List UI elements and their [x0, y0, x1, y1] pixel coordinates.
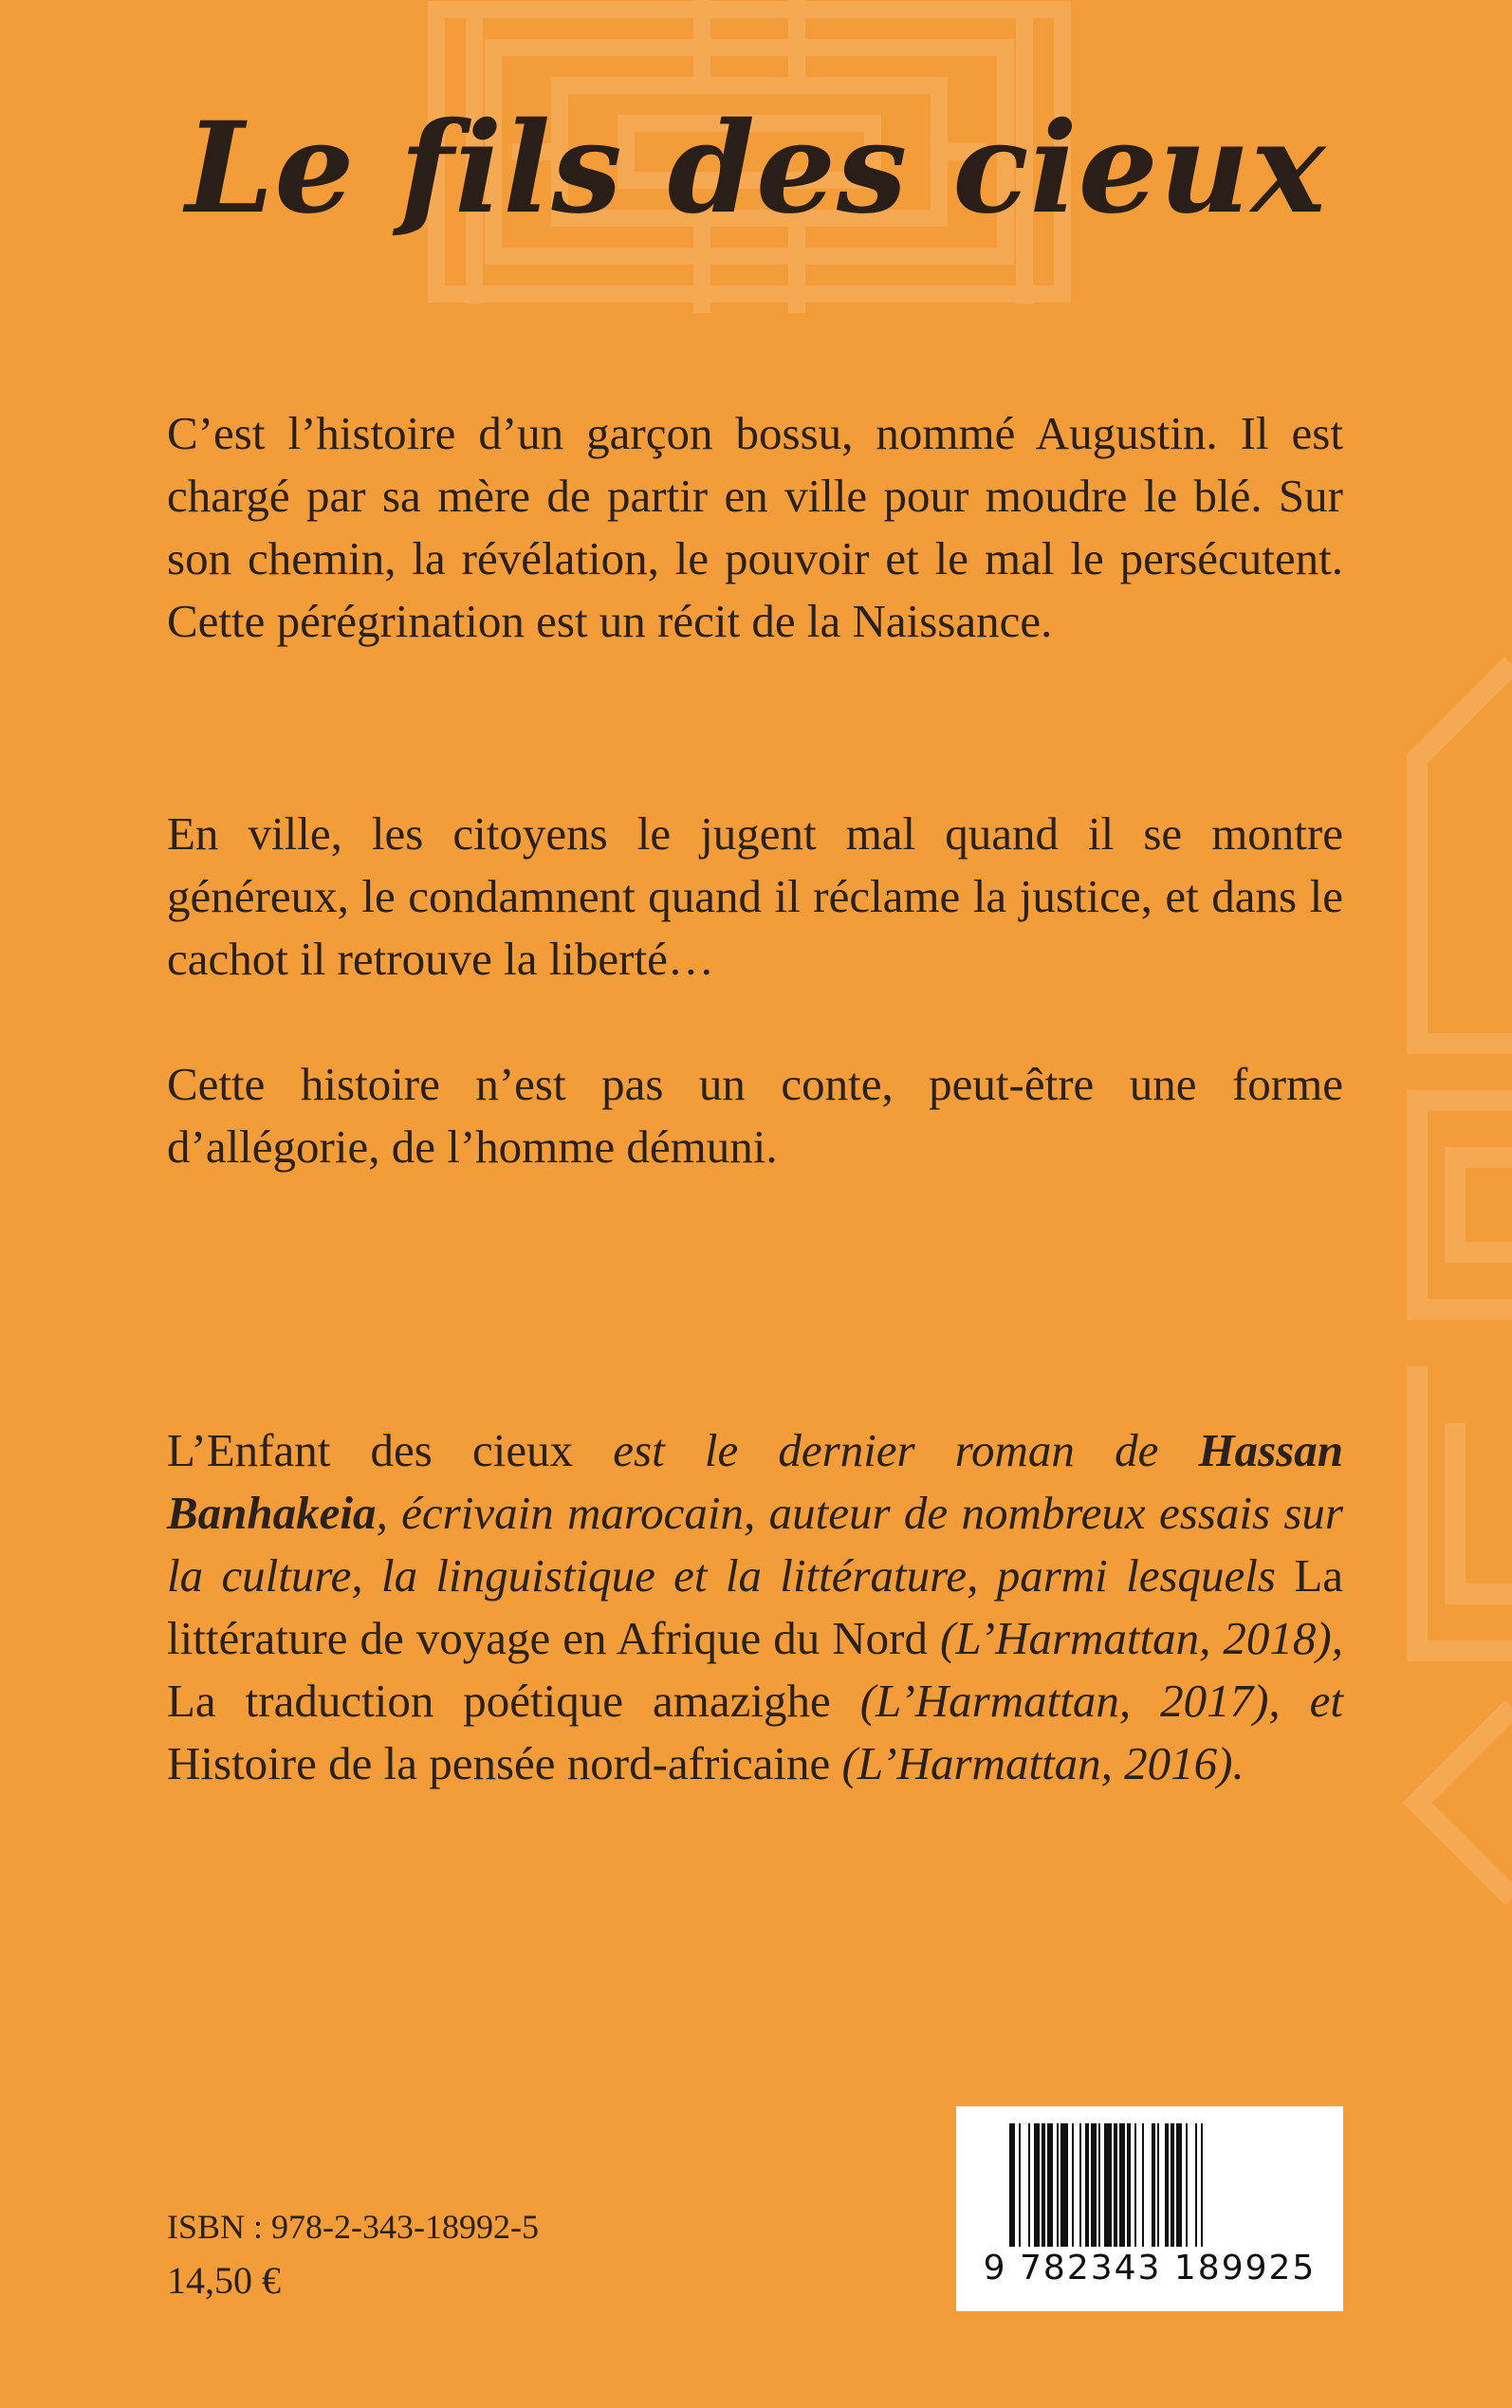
barcode-bar — [1119, 2123, 1125, 2247]
barcode-bar — [1176, 2123, 1182, 2247]
bio-text: (L’Harmattan, 2018), — [927, 1612, 1343, 1664]
bio-text: (L’Harmattan, 2016). — [830, 1737, 1245, 1789]
barcode-bar — [1060, 2123, 1068, 2247]
author-bio — [167, 1419, 1343, 1795]
isbn-label: ISBN : 978-2-343-18992-5 — [167, 2208, 539, 2246]
synopsis-paragraph-3: Cette histoire n’est pas un conte, peut-être une forme d’allégorie, de l’homme démuni. — [167, 1058, 1343, 1173]
bio-work-title: La traduction poétique amazighe — [167, 1675, 831, 1727]
book-title: Le fils des cieux — [185, 95, 1327, 242]
synopsis-paragraph-2: En ville, les citoyens le jugent mal quand il se montre généreux, le condamnent quand il réclame la justice, et dans le cachot il retrouve la liberté… — [167, 807, 1343, 985]
barcode-bar — [1114, 2123, 1117, 2247]
barcode-bars — [1009, 2123, 1290, 2247]
barcode-bar — [1134, 2123, 1136, 2247]
barcode-bar — [1009, 2123, 1015, 2247]
bio-book-title: L’Enfant des cieux — [167, 1424, 574, 1476]
decorative-pattern-right — [1389, 645, 1512, 1954]
barcode-bar — [1091, 2123, 1097, 2247]
barcode-bar — [1127, 2123, 1131, 2247]
bio-work-title: Histoire de la pensée nord-africaine — [167, 1737, 831, 1789]
price-label: 14,50 € — [167, 2259, 281, 2302]
author-name: Hassan Banhakeia — [167, 1424, 1343, 1539]
barcode-bar — [1171, 2123, 1174, 2247]
barcode-bar — [1019, 2123, 1021, 2247]
barcode-bar — [1079, 2123, 1081, 2247]
barcode-bar — [1142, 2123, 1144, 2247]
barcode-bar — [1104, 2123, 1112, 2247]
barcode-bar — [1085, 2123, 1089, 2247]
barcode-bar — [1195, 2123, 1197, 2247]
barcode-bar — [1157, 2123, 1159, 2247]
bio-text: est le dernier roman de — [573, 1424, 1199, 1476]
barcode-number: 9 782343 189925 — [983, 2249, 1317, 2288]
barcode-bar — [1057, 2123, 1059, 2247]
barcode-bar — [1186, 2123, 1188, 2247]
bio-text: , écrivain marocain, auteur de nombreux essais sur la culture, la linguistique et la littérature, parmi lesquels — [167, 1487, 1343, 1602]
barcode-bar — [1165, 2123, 1169, 2247]
barcode-bar — [1072, 2123, 1074, 2247]
barcode-bar — [1047, 2123, 1053, 2247]
bio-text: (L’Harmattan, 2017), et — [830, 1675, 1343, 1727]
barcode-bar — [1152, 2123, 1155, 2247]
bio-work-title: La littérature de voyage en Afrique du Nord — [167, 1549, 1343, 1664]
synopsis-paragraph-1: C’est l’histoire d’un garçon bossu, nommé Augustin. Il est chargé par sa mère de partir en ville pour moudre le blé. Sur son chemin, la révélation, le pouvoir et le mal le persécutent. Cette pérégrination est un récit de la Naissance. — [167, 407, 1343, 647]
barcode-bar — [1201, 2123, 1203, 2247]
barcode — [956, 2106, 1343, 2311]
barcode-bar — [1098, 2123, 1100, 2247]
barcode-bar — [1042, 2123, 1045, 2247]
barcode-bar — [1034, 2123, 1040, 2247]
barcode-bar — [1028, 2123, 1030, 2247]
